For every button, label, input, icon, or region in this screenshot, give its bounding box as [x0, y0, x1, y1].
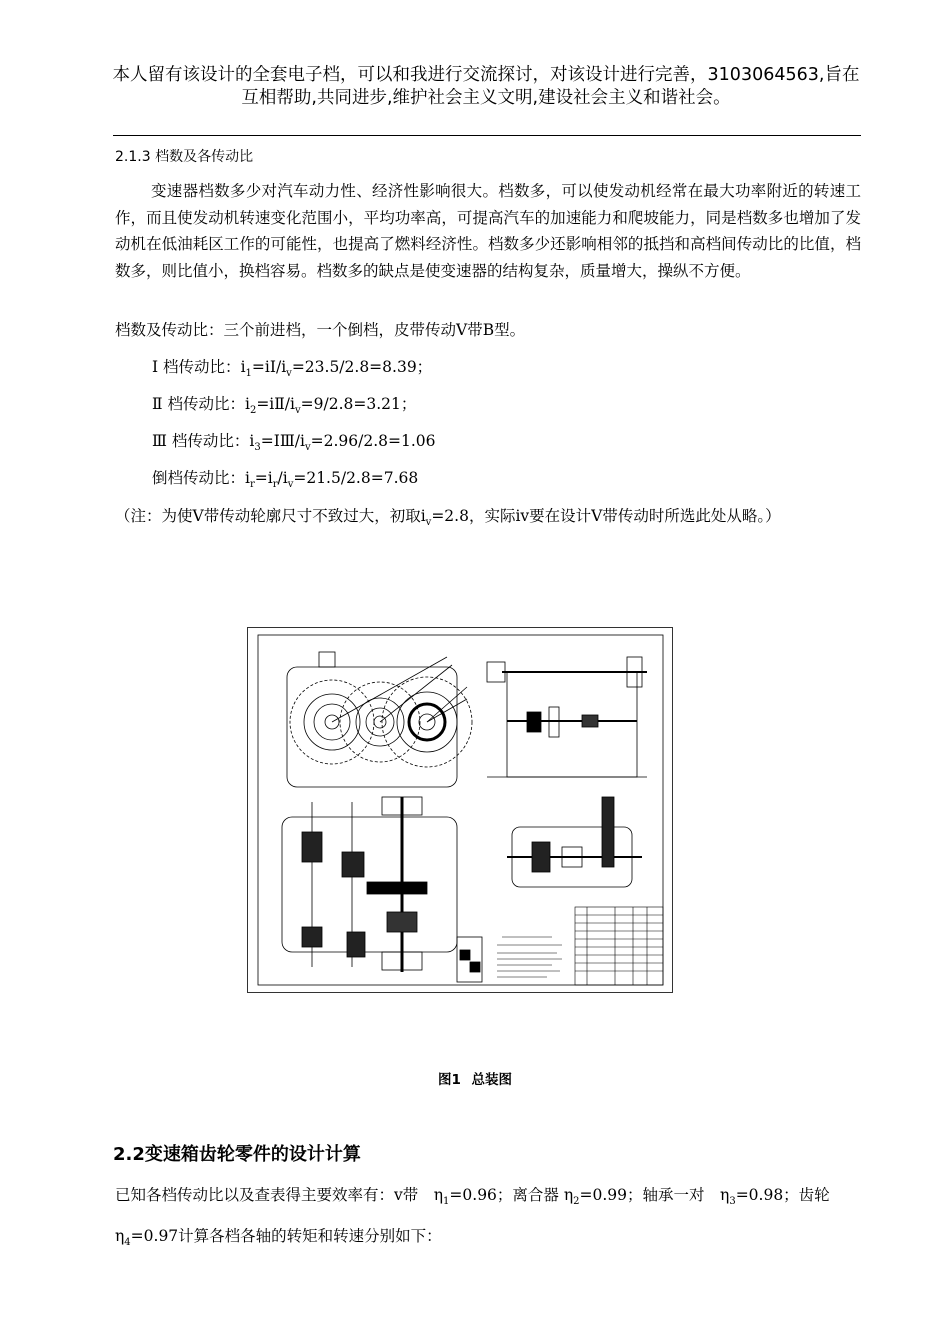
efficiency-paragraph: 已知各档传动比以及查表得主要效率有：v带 $\eta_1=0.96$；离合器 $\eta_2=0.99$；轴承一对 $\eta_3=0.98$；齿轮 $\eta_4=0.97$计算各档各轴的转矩和转速分别如下：: [115, 1186, 830, 1249]
bearing-detail: [457, 937, 482, 982]
side-view: [487, 657, 647, 777]
ratio-line-1: Ⅰ 档传动比：$i_1=iⅠ/i_v=23.5/2.8=8.39$；: [152, 358, 433, 380]
main-section: [282, 797, 457, 972]
section-heading: 2.1.3 档数及各传动比: [115, 149, 254, 165]
assembly-drawing: [247, 627, 673, 993]
note: （注：为使V带传动轮廓尺寸不致过大，初取$i_v=2.8$，实际iv要在设计V带传动时所选此处从略。）: [115, 507, 781, 529]
ratio-line-3: Ⅲ 档传动比：$i_3=IⅢ/i_v=2.96/2.8=1.06$: [152, 432, 436, 454]
figure-caption: 图1 总装图: [437, 1072, 513, 1088]
section-2-2-heading: 2.2变速箱齿轮零件的设计计算: [113, 1144, 361, 1165]
ratio-line-reverse: 倒档传动比：$i_r=i_r/i_v=21.5/2.8=7.68$: [152, 469, 419, 491]
notes-block: [497, 937, 562, 977]
body-paragraph: 变速器档数多少对汽车动力性、经济性影响很大。档数多，可以使发动机经常在最大功率附近的转速工作，而且使发动机转速变化范围小，平均功率高，可提高汽车的加速能力和爬坡能力，同是档数多也增加了发动机在低油耗区工作的可能性，也提高了燃料经济性。档数多少还影响相邻的抵挡和高档间传动比的比值，档数多，则比值小，换档容易。档数多的缺点是使变速器的结构复杂，质量增大，操纵不方便。: [115, 182, 861, 280]
header-rule: [113, 135, 861, 136]
front-view: [287, 652, 472, 787]
ratio-line-2: Ⅱ 档传动比：$i_2=iⅡ/i_v=9/2.8=3.21$；: [152, 395, 417, 417]
header-note: 本人留有该设计的全套电子档，可以和我进行交流探讨，对该设计进行完善，3103064563,旨在互相帮助,共同进步,维护社会主义文明,建设社会主义和谐社会。: [112, 65, 860, 108]
gear-summary: 档数及传动比：三个前进档，一个倒档，皮带传动V带B型。: [115, 321, 526, 339]
title-block: [575, 907, 663, 985]
detail-section: [507, 797, 642, 887]
